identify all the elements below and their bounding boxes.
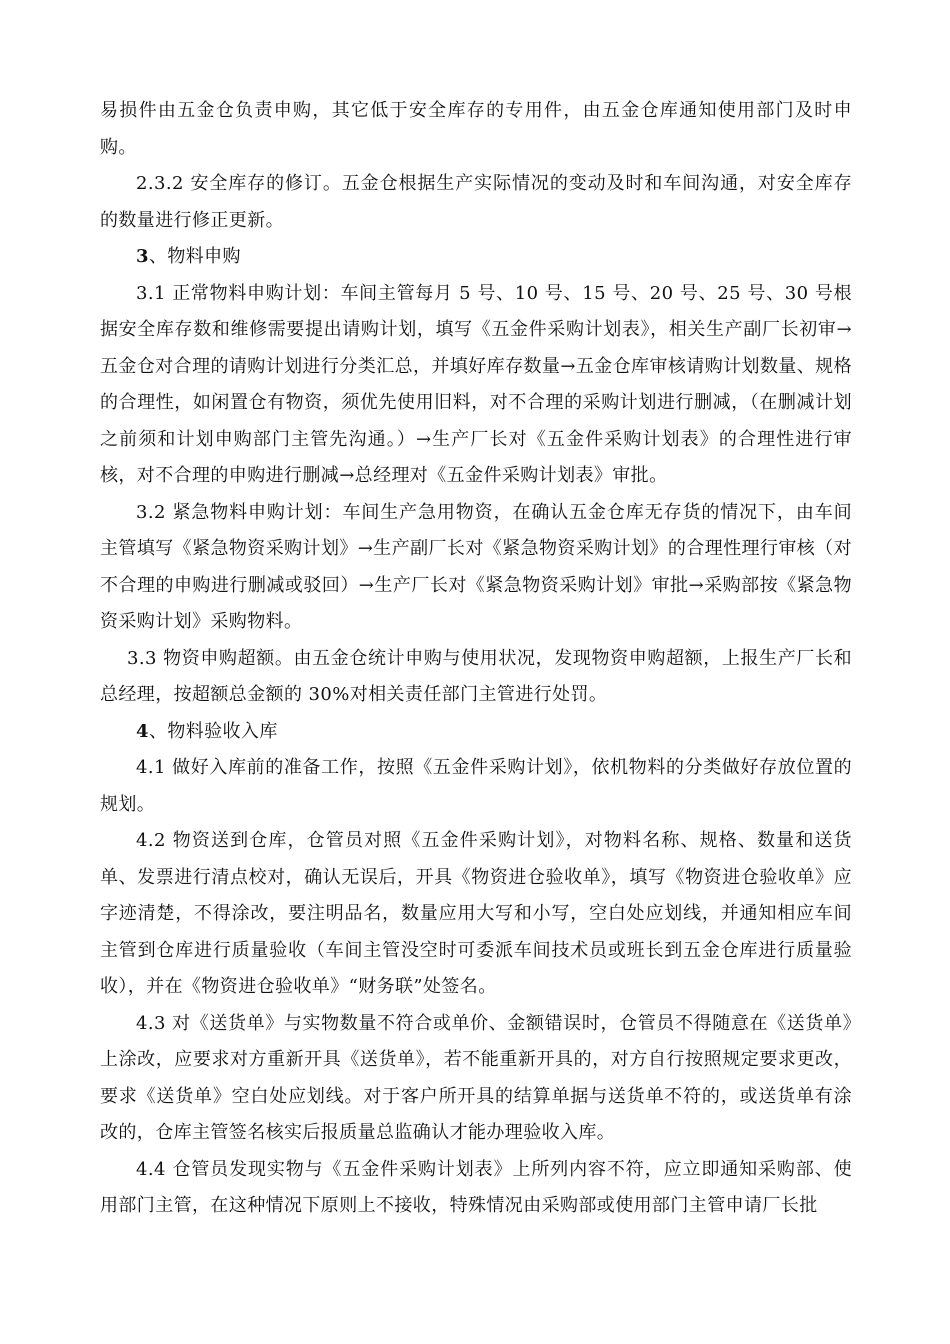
paragraph-4-4: 4.4 仓管员发现实物与《五金件采购计划表》上所列内容不符，应立即通知采购部、使用部门主管，在这种情况下原则上不接收，特殊情况由采购部或使用部门主管申请厂长批 (100, 1158, 852, 1216)
paragraph-continuation: 易损件由五金仓负责申购，其它低于安全库存的专用件，由五金仓库通知使用部门及时申购。 (100, 100, 852, 158)
section-heading-4 (100, 714, 852, 751)
paragraph-4-1: 4.1 做好入库前的准备工作，按照《五金件采购计划》，依机物料的分类做好存放位置的规划。 (100, 757, 852, 815)
paragraph-4-2: 4.2 物资送到仓库，仓管员对照《五金件采购计划》，对物料名称、规格、数量和送货单、发票进行清点校对，确认无误后，开具《物资进仓验收单》，填写《物资进仓验收单》应字迹清楚，不得涂改，要注明品名，数量应用大写和小写，空白处应划线，并通知相应车间主管到仓库进行质量验收（车间主管没空时可委派车间技术员或班长到五金仓库进行质量验收），并在《物资进仓验收单》“财务联”处签名。 (100, 830, 852, 997)
paragraph-3-1: 3.1 正常物料申购计划：车间主管每月 5 号、10 号、15 号、20 号、25 号、30 号根据安全库存数和维修需要提出请购计划，填写《五金件采购计划表》，相关生产副厂长初审→五金仓对合理的请购计划进行分类汇总，并填好库存数量→五金仓库审核请购计划数量、规格的合理性，如闲置仓有物资，须优先使用旧料，对不合理的采购计划进行删减，（在删减计划之前须和计划申购部门主管先沟通。）→生产厂长对《五金件采购计划表》的合理性进行审核，对不合理的申购进行删减→总经理对《五金件采购计划表》审批。 (100, 282, 852, 486)
paragraph-3-2: 3.2 紧急物料申购计划：车间生产急用物资，在确认五金仓库无存货的情况下，由车间主管填写《紧急物资采购计划》→生产副厂长对《紧急物资采购计划》的合理性理行审核（对不合理的申购进行删减或驳回）→生产厂长对《紧急物资采购计划》审批→采购部按《紧急物资采购计划》采购物料。 (100, 501, 852, 632)
document-page (100, 93, 852, 1225)
section-title: 、物料验收入库 (148, 720, 278, 742)
section-number: 4 (136, 720, 149, 742)
section-number: 3 (136, 246, 149, 267)
paragraph-4-3: 4.3 对《送货单》与实物数量不符合或单价、金额错误时，仓管员不得随意在《送货单》上涂改，应要求对方重新开具《送货单》，若不能重新开具的，对方自行按照规定要求更改，要求《送货单》空白处应划线。对于客户所开具的结算单据与送货单不符的，或送货单有涂改的，仓库主管签名核实后报质量总监确认才能办理验收入库。 (100, 1012, 852, 1143)
section-heading-3 (100, 239, 852, 276)
paragraph-3-3: 3.3 物资申购超额。由五金仓统计申购与使用状况，发现物资申购超额，上报生产厂长和总经理，按超额总金额的 30%对相关责任部门主管进行处罚。 (100, 647, 852, 705)
section-title: 、物料申购 (148, 246, 241, 267)
paragraph-2-3-2: 2.3.2 安全库存的修订。五金仓根据生产实际情况的变动及时和车间沟通，对安全库存的数量进行修正更新。 (100, 173, 852, 231)
